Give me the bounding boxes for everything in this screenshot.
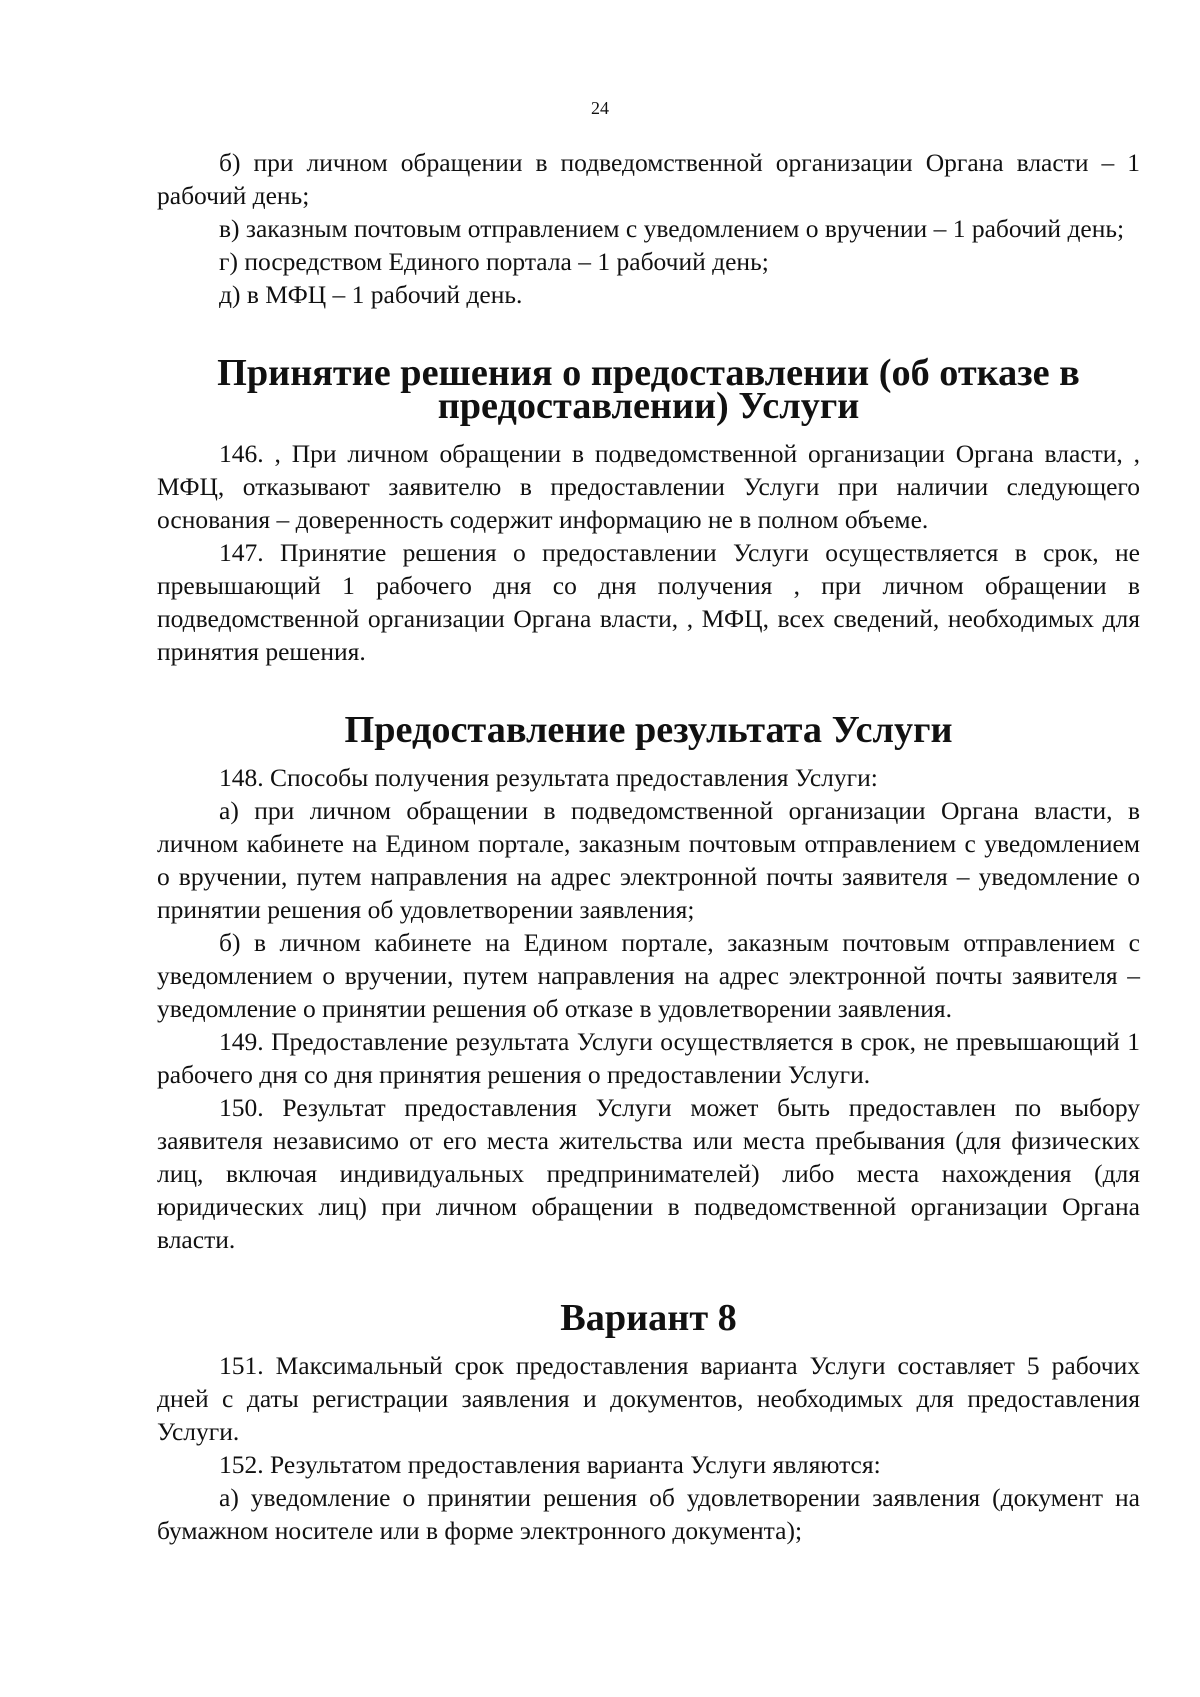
paragraph-152-a: а) уведомление о принятии решения об удовлетворении заявления (документ на бумажном носителе или в форме электронного документа); bbox=[157, 1483, 1140, 1545]
paragraph-147: 147. Принятие решения о предоставлении Услуги осуществляется в срок, не превышающий 1 рабочего дня со дня получения , при личном обращении в подведомственной организации Органа власти, , МФЦ, всех сведений, необходимых для принятия решения. bbox=[157, 538, 1140, 666]
paragraph-item-v: в) заказным почтовым отправлением с уведомлением о вручении – 1 рабочий день; bbox=[219, 214, 1125, 243]
paragraph-152: 152. Результатом предоставления варианта Услуги являются: bbox=[219, 1450, 881, 1479]
paragraph-148-a: а) при личном обращении в подведомственной организации Органа власти, в личном кабинете на Едином портале, заказным почтовым отправлением с уведомлением о вручении, путем направления на адрес электронной почты заявителя – уведомление о принятии решения об удовлетворении заявления; bbox=[157, 796, 1140, 924]
section-heading-decision: Принятие решения о предоставлении (об отказе в предоставлении) Услуги bbox=[217, 352, 1080, 427]
paragraph-149: 149. Предоставление результата Услуги осуществляется в срок, не превышающий 1 рабочего дня со дня принятия решения о предоставлении Услуги. bbox=[157, 1027, 1140, 1089]
page-number: 24 bbox=[591, 98, 609, 118]
paragraph-148-b: б) в личном кабинете на Едином портале, заказным почтовым отправлением с уведомлением о вручении, путем направления на адрес электронной почты заявителя – уведомление о принятии решения об отказе в удовлетворении заявления. bbox=[157, 928, 1140, 1023]
section-heading-result: Предоставление результата Услуги bbox=[344, 709, 953, 751]
paragraph-148: 148. Способы получения результата предоставления Услуги: bbox=[219, 763, 878, 792]
paragraph-item-b: б) при личном обращении в подведомственной организации Органа власти – 1 рабочий день; bbox=[157, 148, 1140, 210]
document-body bbox=[157, 146, 1140, 1547]
paragraph-150: 150. Результат предоставления Услуги может быть предоставлен по выбору заявителя независимо от его места жительства или места пребывания (для физических лиц, включая индивидуальных предпринимателей) либо места нахождения (для юридических лиц) при личном обращении в подведомственной организации Органа власти. bbox=[157, 1093, 1140, 1254]
paragraph-item-d: д) в МФЦ – 1 рабочий день. bbox=[219, 280, 523, 309]
paragraph-item-g: г) посредством Единого портала – 1 рабочий день; bbox=[219, 247, 769, 276]
paragraph-151: 151. Максимальный срок предоставления варианта Услуги составляет 5 рабочих дней с даты регистрации заявления и документов, необходимых для предоставления Услуги. bbox=[157, 1351, 1140, 1446]
section-heading-variant-8: Вариант 8 bbox=[560, 1297, 737, 1339]
paragraph-146: 146. , При личном обращении в подведомственной организации Органа власти, , МФЦ, отказывают заявителю в предоставлении Услуги при наличии следующего основания – доверенность содержит информацию не в полном объеме. bbox=[157, 439, 1140, 534]
